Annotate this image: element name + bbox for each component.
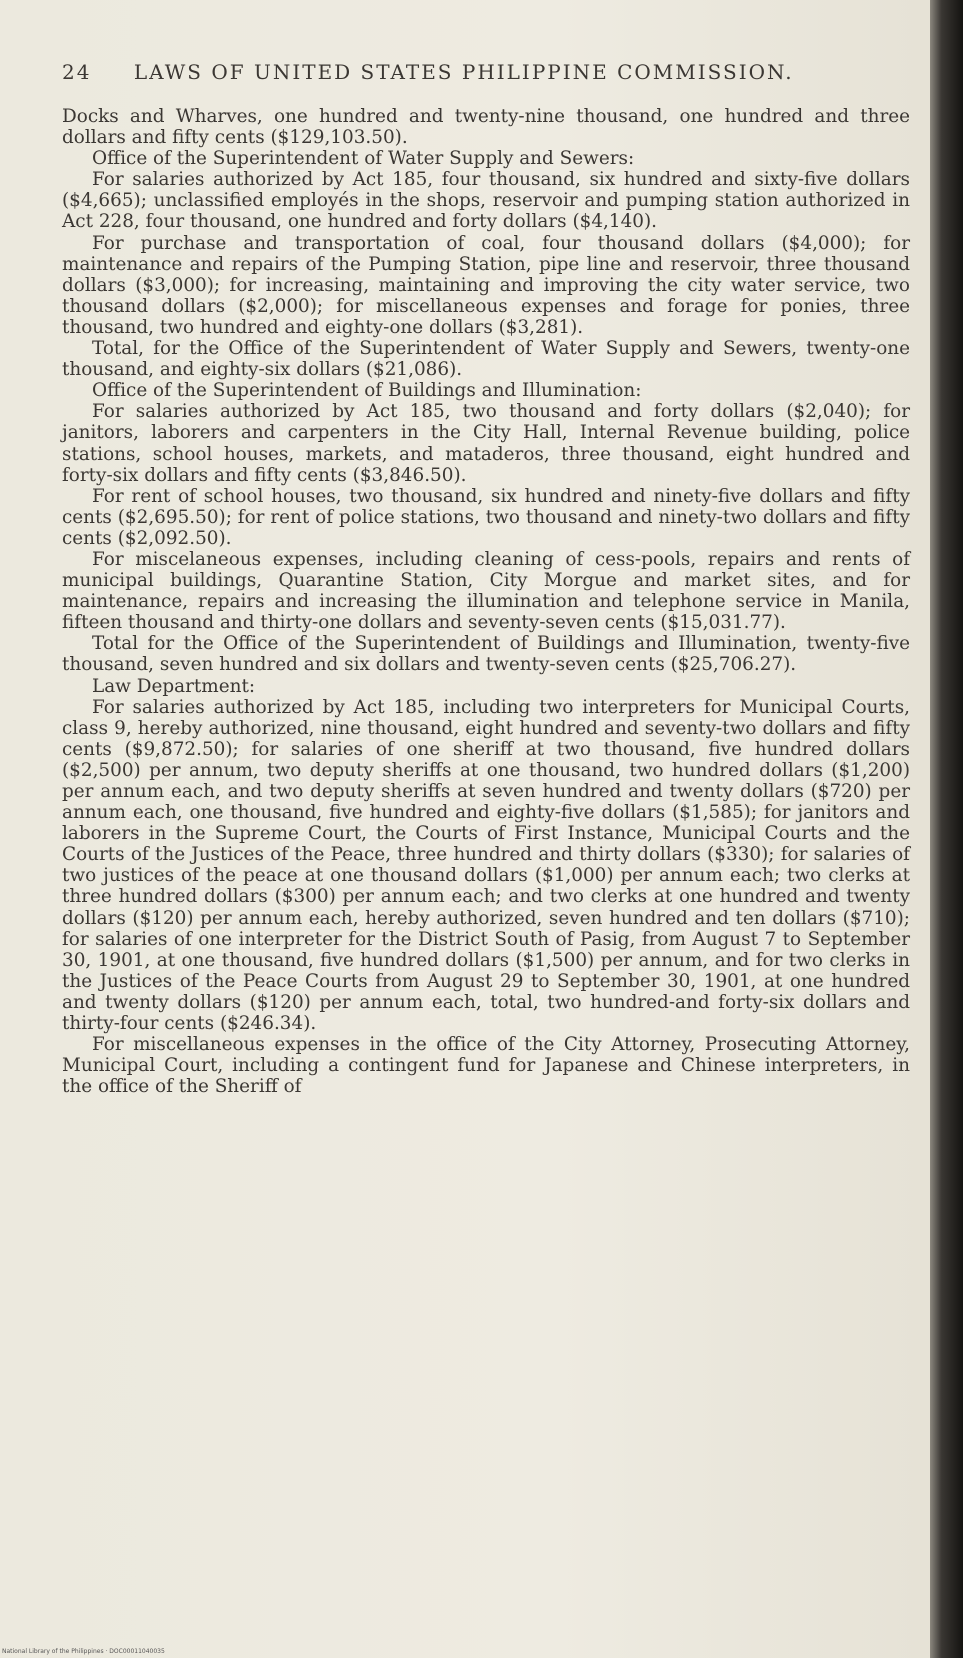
section-heading-buildings: Office of the Superintendent of Buildings and Illumination: (92, 380, 642, 402)
paragraph: Total for the Office of the Superintendent of Buildings and Illumination, twenty-five thousand, seven hundred and six dollars and twenty-seven cents ($25,706.27). (62, 633, 910, 676)
section-heading-law-department: Law Department: (92, 675, 256, 697)
paragraph: For miscelaneous expenses, including cleaning of cess-pools, repairs and rents of municipal buildings, Quarantine Station, City Morgue and market sites, and for maintenance, repairs and increasing the illumination and telephone service in Manila, fifteen thousand and thirty-one dollars and seventy-seven cents ($15,031.77). (62, 548, 910, 634)
paragraph: For salaries authorized by Act 185, four thousand, six hundred and sixty-five dollars ($4,665); unclassified employés in the shops, reservoir and pumping station authorized in Act 228, four thousand, one hundred and forty dollars ($4,140). (62, 169, 910, 233)
running-title: LAWS OF UNITED STATES PHILIPPINE COMMISSION. (133, 60, 794, 84)
book-gutter-shadow (930, 0, 963, 1658)
body-text (62, 106, 910, 1097)
scan-footer: National Library of the Philippines · DOC00011040035 (2, 1648, 165, 1655)
paragraph: Total, for the Office of the Superintendent of Water Supply and Sewers, twenty-one thousand, and eighty-six dollars ($21,086). (62, 338, 910, 381)
paragraph: For purchase and transportation of coal, four thousand dollars ($4,000); for maintenance and repairs of the Pumping Station, pipe line and reservoir, three thousand dollars ($3,000); for increasing, maintaining and improving the city water service, two thousand dollars ($2,000); for miscellaneous expenses and forage for ponies, three thousand, two hundred and eighty-one dollars ($3,281). (62, 232, 910, 338)
section-heading-water-supply: Office of the Superintendent of Water Supply and Sewers: (92, 148, 635, 170)
running-header (62, 60, 912, 84)
paragraph: For miscellaneous expenses in the office of the City Attorney, Prosecuting Attorney, Municipal Court, including a contingent fund for Japanese and Chinese interpreters, in the office of the Sheriff of (62, 1034, 910, 1098)
page-number: 24 (62, 60, 92, 84)
paragraph: For salaries authorized by Act 185, including two interpreters for Municipal Courts, class 9, hereby authorized, nine thousand, eight hundred and seventy-two dollars and fifty cents ($9,872.50); for salaries of one sheriff at two thousand, five hundred dollars ($2,500) per annum, two deputy sheriffs at one thousand, two hundred dollars ($1,200) per annum each, and two deputy sheriffs at seven hundred and twenty dollars ($720) per annum each, one thousand, five hundred and eighty-five dollars ($1,585); for janitors and laborers in the Supreme Court, the Courts of First Instance, Municipal Courts and the Courts of the Justices of the Peace, three hundred and thirty dollars ($330); for salaries of two justices of the peace at one thousand dollars ($1,000) per annum each; two clerks at three hundred dollars ($300) per annum each; and two clerks at one hundred and twenty dollars ($120) per annum each, hereby authorized, seven hundred and ten dollars ($710); for salaries of one interpreter for the District South of Pasig, from August 7 to September 30, 1901, at one thousand, five hundred dollars ($1,500) per annum, and for two clerks in the Justices of the Peace Courts from August 29 to September 30, 1901, at one hundred and twenty dollars ($120) per annum each, total, two hundred-and forty-six dollars and thirty-four cents ($246.34). (62, 696, 910, 1035)
paragraph: Docks and Wharves, one hundred and twenty-nine thousand, one hundred and three dollars and fifty cents ($129,103.50). (62, 106, 910, 149)
paragraph: For salaries authorized by Act 185, two thousand and forty dollars ($2,040); for janitors, laborers and carpenters in the City Hall, Internal Revenue building, police stations, school houses, markets, and mataderos, three thousand, eight hundred and forty-six dollars and fifty cents ($3,846.50). (62, 401, 910, 486)
paragraph: For rent of school houses, two thousand, six hundred and ninety-five dollars and fifty cents ($2,695.50); for rent of police stations, two thousand and ninety-two dollars and fifty cents ($2,092.50). (62, 485, 910, 549)
